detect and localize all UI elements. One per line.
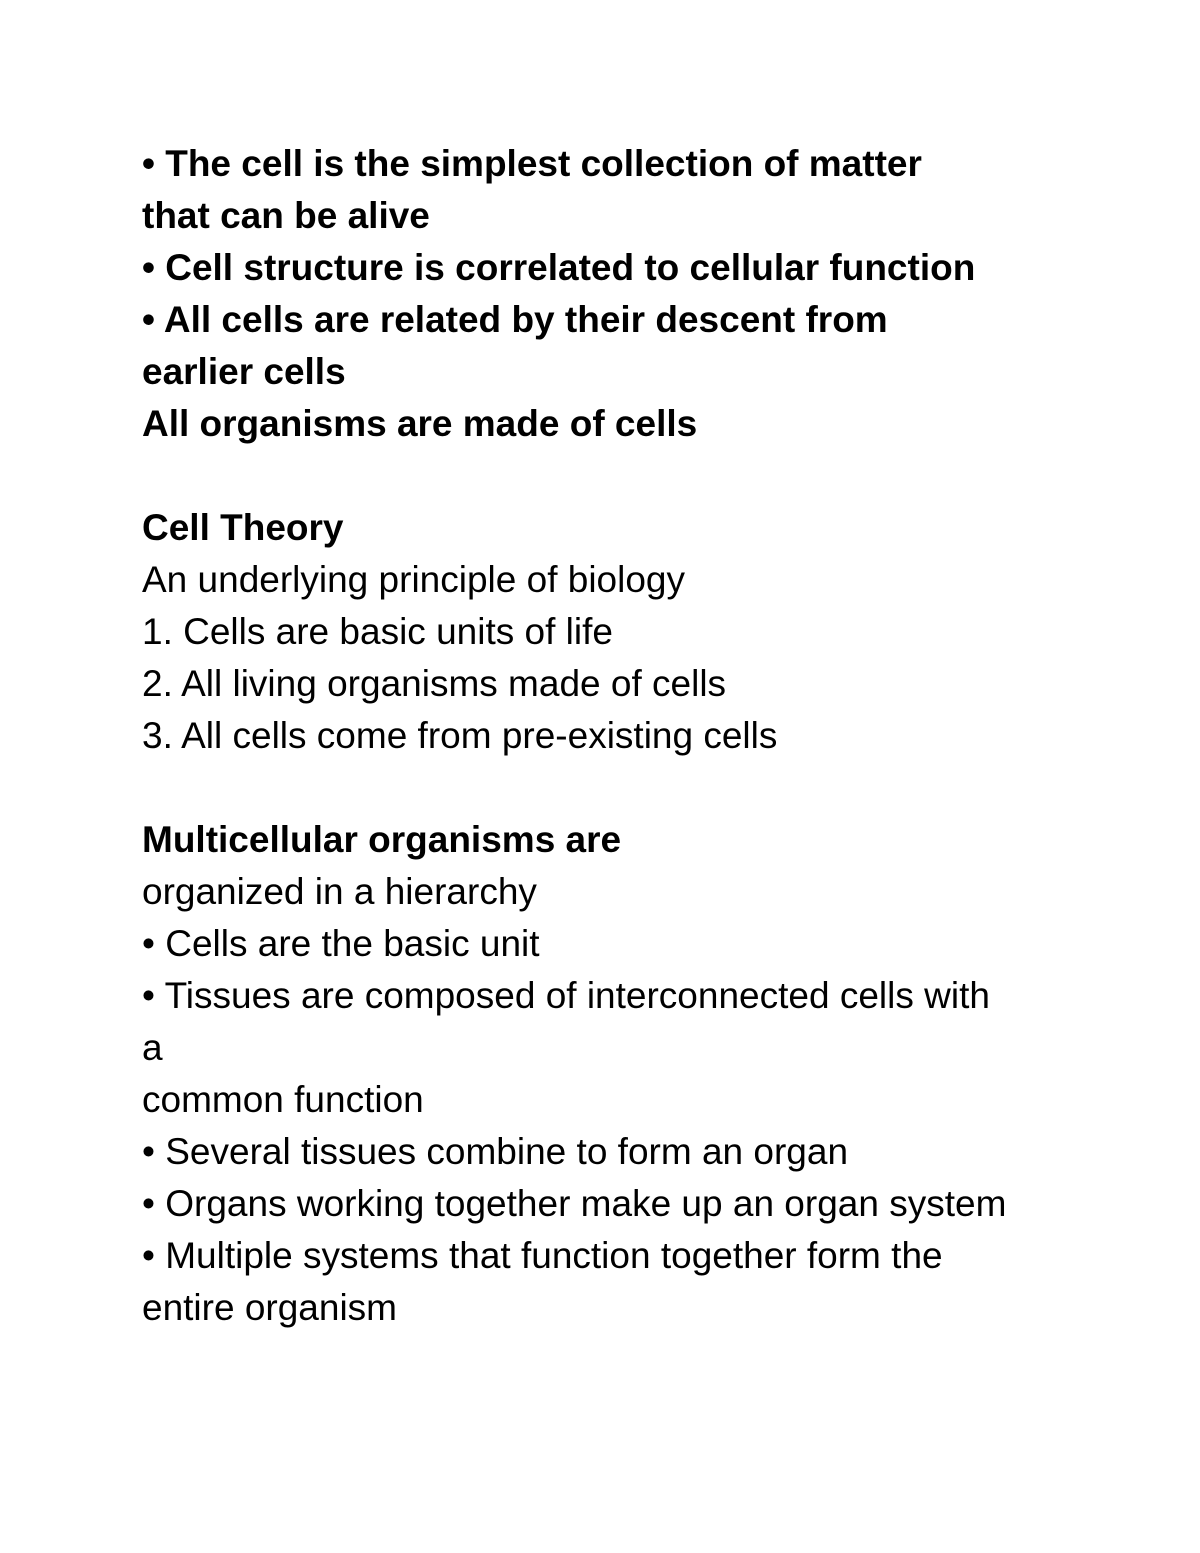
bullet-descent-cont: earlier cells (142, 351, 346, 392)
list-item: organized in a hierarchy (142, 871, 537, 912)
spacer (142, 450, 1142, 502)
bullet-descent: • All cells are related by their descent from (142, 299, 888, 340)
cell-theory-intro: An underlying principle of biology (142, 559, 686, 600)
list-item: 1. Cells are basic units of life (142, 611, 613, 652)
list-item: • Several tissues combine to form an organ (142, 1131, 849, 1172)
list-item: • Organs working together make up an organ system (142, 1183, 1007, 1224)
bullet-simplest-collection-cont: that can be alive (142, 195, 430, 236)
list-item: 2. All living organisms made of cells (142, 663, 727, 704)
list-item: entire organism (142, 1287, 398, 1328)
list-item: 3. All cells come from pre-existing cells (142, 715, 778, 756)
cell-theory-heading: Cell Theory (142, 507, 344, 548)
document-body (142, 138, 1142, 1334)
list-item: • Tissues are composed of interconnected cells with (142, 975, 990, 1016)
list-item: a (142, 1027, 163, 1068)
bullet-simplest-collection: • The cell is the simplest collection of matter (142, 143, 922, 184)
multicellular-heading: Multicellular organisms are (142, 819, 622, 860)
cell-theory-section (142, 502, 1142, 762)
list-item: • Multiple systems that function together form the (142, 1235, 943, 1276)
list-item: • Cells are the basic unit (142, 923, 540, 964)
list-item: common function (142, 1079, 424, 1120)
spacer (142, 762, 1142, 814)
intro-bullets (142, 138, 1142, 450)
multicellular-section (142, 814, 1142, 1334)
organisms-made-of-cells: All organisms are made of cells (142, 403, 698, 444)
bullet-structure-function: • Cell structure is correlated to cellular function (142, 247, 976, 288)
